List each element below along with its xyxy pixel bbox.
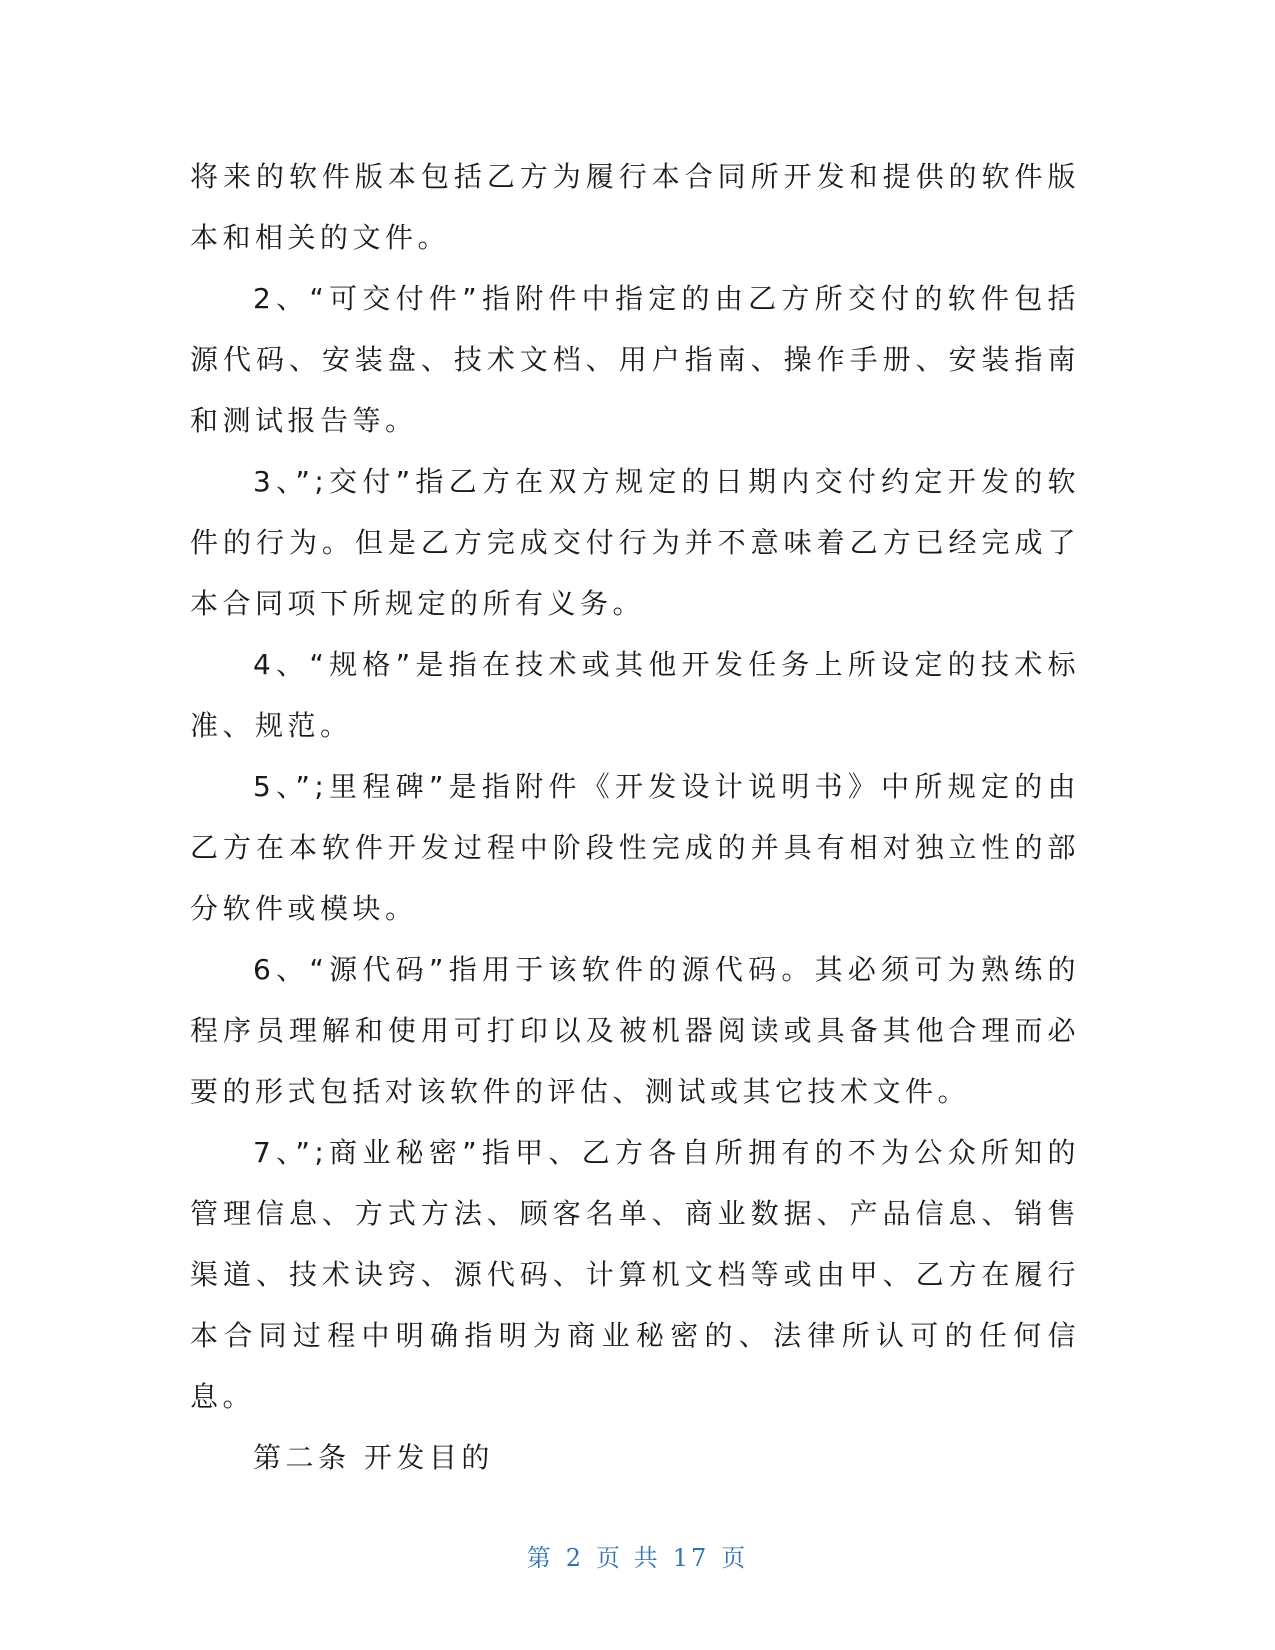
paragraph-definition-milestone: 5、”;里程碑”是指附件《开发设计说明书》中所规定的由乙方在本软件开发过程中阶段性完成的并具有相对独立性的部分软件或模块。 [190,770,1080,925]
page-footer [0,1538,1275,1573]
document-body [190,146,1080,1488]
paragraph-definition-specification: 4、“规格”是指在技术或其他开发任务上所设定的技术标准、规范。 [190,648,1080,742]
paragraph-continuation: 将来的软件版本包括乙方为履行本合同所开发和提供的软件版本和相关的文件。 [190,160,1080,254]
footer-prefix: 第 [526,1544,554,1572]
section-heading-development-purpose: 第二条 开发目的 [253,1441,494,1474]
footer-current-page: 2 [565,1544,585,1572]
paragraph-definition-trade-secret: 7、”;商业秘密”指甲、乙方各自所拥有的不为公众所知的管理信息、方式方法、顾客名单、商业数据、产品信息、销售渠道、技术诀窍、源代码、计算机文档等或由甲、乙方在履行本合同过程中明确指明为商业秘密的、法律所认可的任何信息。 [190,1136,1080,1413]
footer-total-pages: 17 [672,1544,710,1572]
paragraph-definition-deliverables: 2、“可交付件”指附件中指定的由乙方所交付的软件包括源代码、安装盘、技术文档、用户指南、操作手册、安装指南和测试报告等。 [190,282,1080,437]
paragraph-definition-delivery: 3、”;交付”指乙方在双方规定的日期内交付约定开发的软件的行为。但是乙方完成交付行为并不意味着乙方已经完成了本合同项下所规定的所有义务。 [190,465,1080,620]
footer-suffix: 页 [721,1544,749,1572]
footer-middle: 页 共 [596,1544,661,1572]
paragraph-definition-source-code: 6、“源代码”指用于该软件的源代码。其必须可为熟练的程序员理解和使用可打印以及被机器阅读或具备其他合理而必要的形式包括对该软件的评估、测试或其它技术文件。 [190,953,1080,1108]
